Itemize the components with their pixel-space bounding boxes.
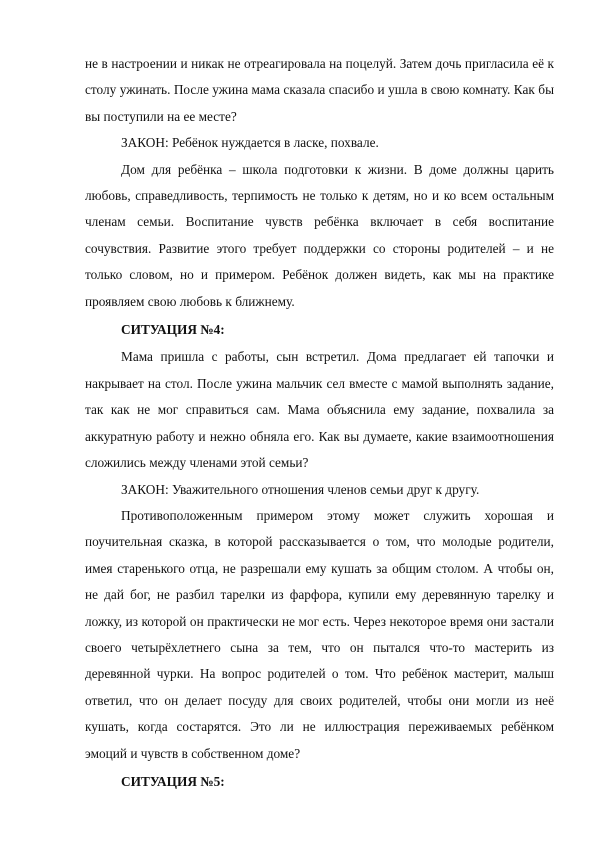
paragraph-situation-4: Мама пришла с работы, сын встретил. Дома предлагает ей тапочки и накрывает на стол. После ужина мальчик сел вместе с мамой выполнять задание, так как не мог справиться сам. Мама объяснила ему задание, похвалила за аккуратную работу и нежно обняла его. Как вы думаете, какие взаимоотношения сложились между членами этой семьи?: [85, 349, 554, 471]
law-statement-3: ЗАКОН: Ребёнок нуждается в ласке, похвале.: [121, 135, 379, 151]
paragraph-continuation: не в настроении и никак не отреагировала на поцелуй. Затем дочь пригласила её к столу ужинать. После ужина мама сказала спасибо и ушла в свою комнату. Как бы вы поступили на ее месте?: [85, 56, 554, 124]
paragraph-home-school: Дом для ребёнка – школа подготовки к жизни. В доме должны царить любовь, справедливость, терпимость не только к детям, но и ко всем остальным членам семьи. Воспитание чувств ребёнка включает в себя воспитание сочувствия. Развитие этого требует поддержки со стороны родителей – и не только словом, но и примером. Ребёнок должен видеть, как мы на практике проявляем свою любовь к ближнему.: [85, 161, 554, 309]
page-content: [85, 51, 554, 796]
situation-4-heading: СИТУАЦИЯ №4:: [121, 322, 225, 338]
law-statement-4: ЗАКОН: Уважительного отношения членов семьи друг к другу.: [121, 481, 480, 497]
paragraph-fairy-tale: Противоположенным примером этому может служить хорошая и поучительная сказка, в которой рассказывается о том, что молодые родители, имея старенького отца, не разрешали ему кушать за общим столом. А чтобы он, не дай бог, не разбил тарелки из фарфора, купили ему деревянную тарелку и ложку, из которой он практически не мог есть. Через некоторое время они застали своего четырёхлетнего сына за тем, что он пытался что-то мастерить из деревянной чурки. На вопрос родителей о том. Что ребёнок мастерит, малыш ответил, что он делает посуду для своих родителей, чтобы они могли из неё кушать, когда состарятся. Это ли не иллюстрация переживаемых ребёнком эмоций и чувств в собственном доме?: [85, 507, 554, 761]
situation-5-heading: СИТУАЦИЯ №5:: [121, 773, 225, 789]
